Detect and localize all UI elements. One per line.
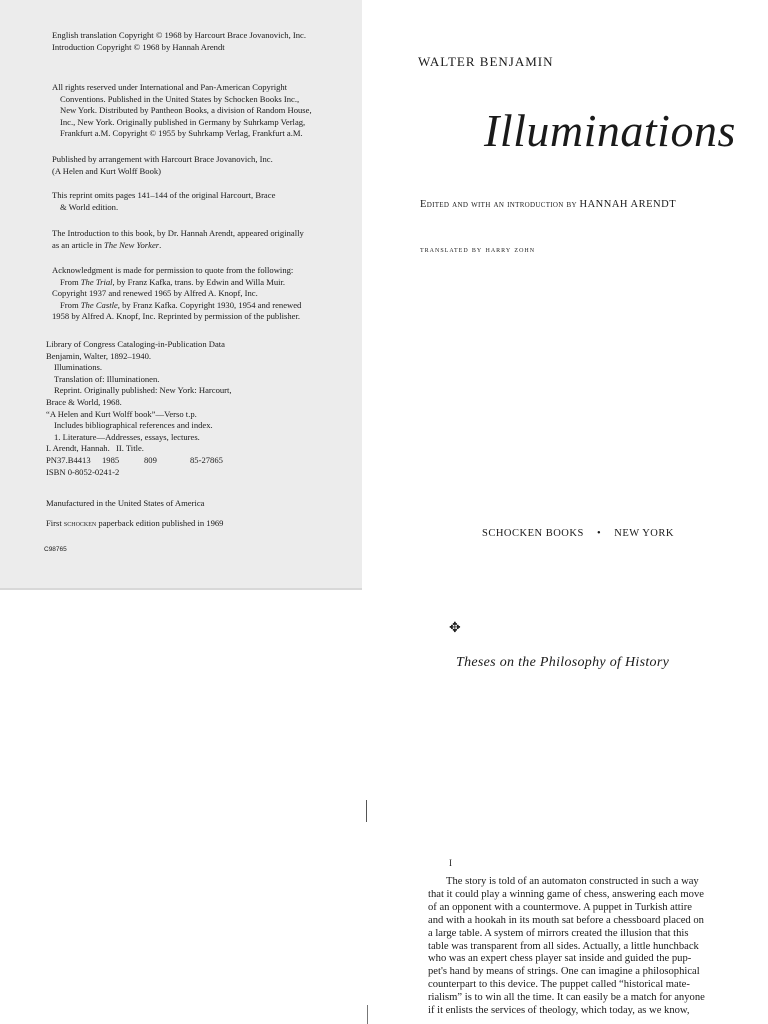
editor-line: Edited and with an introduction by HANNAH ARENDT — [420, 199, 677, 210]
essay-line: pet's hand by means of strings. One can imagine a philosophical — [428, 966, 700, 978]
ack-line: Acknowledgment is made for permission to quote from the following: — [52, 265, 294, 275]
ack-line: 1958 by Alfred A. Knopf, Inc. Reprinted by permission of the publisher. — [52, 311, 300, 322]
isbn: ISBN 0-8052-0241-2 — [46, 466, 120, 477]
editor-name: HANNAH ARENDT — [579, 199, 677, 210]
ack-line: From The Trial, by Franz Kafka, trans. by Edwin and Willa Muir. — [60, 276, 286, 287]
cip-line: Brace & World, 1968. — [46, 396, 122, 407]
rights-line: All rights reserved under International and Pan-American Copyright — [52, 82, 288, 92]
cip-data — [46, 339, 356, 478]
intro-note — [52, 228, 352, 251]
essay-line: and with a hookah in its mouth sat before a chessboard placed on — [428, 914, 704, 926]
rights-block — [52, 82, 352, 140]
cip-line: I. Arendt, Hannah. II. Title. — [46, 443, 144, 454]
arrangement-block — [52, 154, 352, 177]
essay-line: of an opponent with a countermove. A puppet in Turkish attire — [428, 901, 692, 913]
arrangement-line: (A Helen and Kurt Wolff Book) — [52, 165, 162, 176]
separator-dot: • — [596, 528, 602, 539]
cip-line: 1. Literature—Addresses, essays, lectures. — [54, 431, 200, 442]
magazine-title: The New Yorker — [104, 239, 160, 250]
publisher-name: SCHOCKEN BOOKS — [482, 528, 584, 539]
reprint-line: & World edition. — [60, 201, 119, 212]
cip-line: Reprint. Originally published: New York: Harcourt, — [54, 385, 232, 396]
first-edition-line: First schocken paperback edition published in 1969 — [46, 518, 224, 528]
cip-line: Library of Congress Cataloging-in-Publication Data — [46, 339, 225, 349]
author-name: WALTER BENJAMIN — [418, 54, 554, 69]
cip-line: Illuminations. — [54, 362, 102, 373]
copyright-block — [52, 30, 352, 53]
essay-heading: Theses on the Philosophy of History — [456, 655, 670, 670]
essay-line: The story is told of an automaton constructed in such a way — [446, 876, 699, 887]
reprint-block — [52, 190, 352, 213]
essay-paragraph — [428, 876, 734, 1018]
scan-mark — [367, 1005, 368, 1024]
cip-line: Includes bibliographical references and index. — [54, 420, 213, 431]
publisher-city: NEW YORK — [614, 528, 674, 539]
cip-line: “A Helen and Kurt Wolff book”—Verso t.p. — [46, 408, 197, 419]
intro-line: as an article in The New Yorker. — [52, 239, 162, 250]
book-title: Illuminations — [484, 105, 736, 156]
copyright-line: Introduction Copyright © 1968 by Hannah Arendt — [52, 41, 225, 52]
cip-line: Benjamin, Walter, 1892–1940. — [46, 350, 152, 361]
copyright-line: English translation Copyright © 1968 by Harcourt Brace Jovanovich, Inc. — [52, 30, 307, 40]
essay-line: rialism” is to win all the time. It can easily be a match for anyone — [428, 992, 705, 1004]
acknowledgment-block — [52, 265, 352, 323]
ornament-icon: ✥ — [449, 621, 461, 636]
essay-line: counterpart to this device. The puppet called “historical mate- — [428, 979, 690, 991]
printing-code: C98765 — [44, 546, 67, 553]
essay-line: if it enlists the services of theology, which today, as we know, — [428, 1005, 690, 1017]
ack-line: Copyright 1937 and renewed 1965 by Alfred A. Knopf, Inc. — [52, 288, 258, 299]
rights-line: Conventions. Published in the United States by Schocken Books Inc., — [60, 93, 300, 104]
reprint-line: This reprint omits pages 141–144 of the original Harcourt, Brace — [52, 190, 276, 200]
rights-line: New York. Distributed by Pantheon Books, a division of Random House, — [60, 105, 312, 116]
essay-line: table was transparent from all sides. Actually, a little hunchback — [428, 940, 699, 952]
cip-line: PN37.B4413 1985 809 85-27865 — [46, 454, 223, 465]
rights-line: Frankfurt a.M. Copyright © 1955 by Suhrkamp Verlag, Frankfurt a.M. — [60, 128, 303, 139]
arrangement-line: Published by arrangement with Harcourt Brace Jovanovich, Inc. — [52, 154, 273, 164]
ack-line: From The Castle, by Franz Kafka. Copyright 1930, 1954 and renewed — [60, 299, 302, 310]
essay-line: who was an expert chess player sat inside and guided the pup- — [428, 953, 692, 965]
intro-line: The Introduction to this book, by Dr. Hannah Arendt, appeared originally — [52, 228, 304, 238]
essay-line: a large table. A system of mirrors created the illusion that this — [428, 927, 689, 939]
essay-line: that it could play a winning game of chess, answering each move — [428, 888, 704, 900]
manufactured-line: Manufactured in the United States of America — [46, 498, 205, 508]
cip-line: Translation of: Illuminationen. — [54, 373, 160, 384]
rights-line: Inc., New York. Originally published in Germany by Suhrkamp Verlag, — [60, 116, 306, 127]
page-edge — [0, 588, 362, 590]
scan-mark — [366, 800, 367, 822]
publisher-imprint — [482, 528, 674, 539]
section-number: I — [449, 858, 452, 868]
translator-line: translated by harry zohn — [420, 244, 536, 254]
